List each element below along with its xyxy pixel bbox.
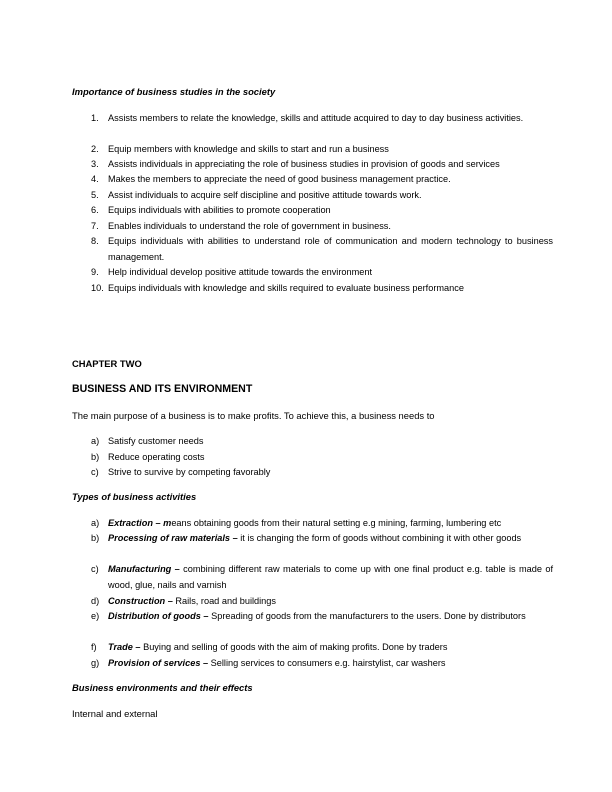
list-item [91, 640, 553, 656]
term: Provision of services – [108, 658, 209, 668]
definition: eans obtaining goods from their natural setting e.g mining, farming, lumbering etc [171, 518, 502, 528]
term: Construction – [108, 596, 173, 606]
list-letter: b) [91, 533, 100, 543]
list-item [91, 172, 553, 188]
list-item [91, 281, 553, 297]
list-text: Equips individuals with abilities to understand role of communication and modern technology to business management. [108, 236, 553, 262]
list-text: Strive to survive by competing favorably [108, 467, 271, 477]
intro-paragraph: The main purpose of a business is to make profits. To achieve this, a business needs to [72, 410, 435, 421]
chapter-label: CHAPTER TWO [72, 358, 142, 369]
list-item [91, 219, 553, 235]
term: Distribution of goods – [108, 611, 209, 621]
list-item [91, 609, 553, 625]
list-item [91, 562, 553, 593]
list-text: Equip members with knowledge and skills to start and run a business [108, 144, 389, 154]
list-letter: d) [91, 596, 100, 606]
list-number: 9. [91, 267, 99, 277]
list-number: 6. [91, 205, 99, 215]
list-text: Satisfy customer needs [108, 436, 204, 446]
list-letter: f) [91, 642, 97, 652]
list-text: Makes the members to appreciate the need of good business management practice. [108, 174, 451, 184]
definition: it is changing the form of goods without combining it with other goods [237, 533, 522, 543]
list-letter: c) [91, 564, 99, 574]
list-item [91, 157, 553, 173]
definition: Spreading of goods from the manufacturers to the users. Done by distributors [208, 611, 526, 621]
list-item [91, 656, 553, 672]
list-number: 3. [91, 159, 99, 169]
term: Processing of raw materials – [108, 533, 238, 543]
list-letter: a) [91, 518, 100, 528]
list-letter: a) [91, 436, 100, 446]
definition: Selling services to consumers e.g. hairstylist, car washers [208, 658, 446, 668]
list-text: Equips individuals with abilities to promote cooperation [108, 205, 331, 215]
environments-text: Internal and external [72, 708, 158, 719]
list-letter: g) [91, 658, 100, 668]
list-item [91, 188, 553, 204]
list-number: 10. [91, 283, 104, 293]
definition: Buying and selling of goods with the aim of making profits. Done by traders [140, 642, 448, 652]
list-item [91, 142, 553, 158]
term: Manufacturing – [108, 564, 180, 574]
list-item [91, 450, 553, 466]
term: Extraction – m [108, 518, 172, 528]
list-item [91, 594, 553, 610]
list-item [91, 531, 553, 547]
list-text: Assists members to relate the knowledge, skills and attitude acquired to day to day business activities. [108, 113, 524, 123]
list-number: 2. [91, 144, 99, 154]
list-number: 4. [91, 174, 99, 184]
list-item [91, 265, 553, 281]
list-letter: e) [91, 611, 100, 621]
chapter-title: BUSINESS AND ITS ENVIRONMENT [72, 383, 253, 395]
section-heading-environments: Business environments and their effects [72, 682, 253, 693]
list-text: Assists individuals in appreciating the role of business studies in provision of goods and services [108, 159, 500, 169]
list-number: 8. [91, 236, 99, 246]
list-item [91, 234, 553, 265]
section-heading-activities: Types of business activities [72, 491, 197, 502]
list-letter: c) [91, 467, 99, 477]
term: Trade – [108, 642, 141, 652]
list-number: 7. [91, 221, 99, 231]
list-text: Enables individuals to understand the role of government in business. [108, 221, 391, 231]
list-letter: b) [91, 452, 100, 462]
definition: Rails, road and buildings [172, 596, 276, 606]
list-number: 1. [91, 113, 99, 123]
list-number: 5. [91, 190, 99, 200]
list-item [91, 203, 553, 219]
list-text: Equips individuals with knowledge and skills required to evaluate business performance [108, 283, 464, 293]
list-text: Help individual develop positive attitude towards the environment [108, 267, 373, 277]
definition: combining different raw materials to come up with one final product e.g. table is made of wood, glue, nails and varnish [108, 564, 553, 590]
list-text: Reduce operating costs [108, 452, 205, 462]
list-item [91, 465, 553, 481]
section-heading-importance: Importance of business studies in the society [72, 86, 276, 97]
list-item [91, 516, 553, 532]
list-text: Assist individuals to acquire self discipline and positive attitude towards work. [108, 190, 422, 200]
list-item [91, 434, 553, 450]
list-item [91, 111, 553, 127]
